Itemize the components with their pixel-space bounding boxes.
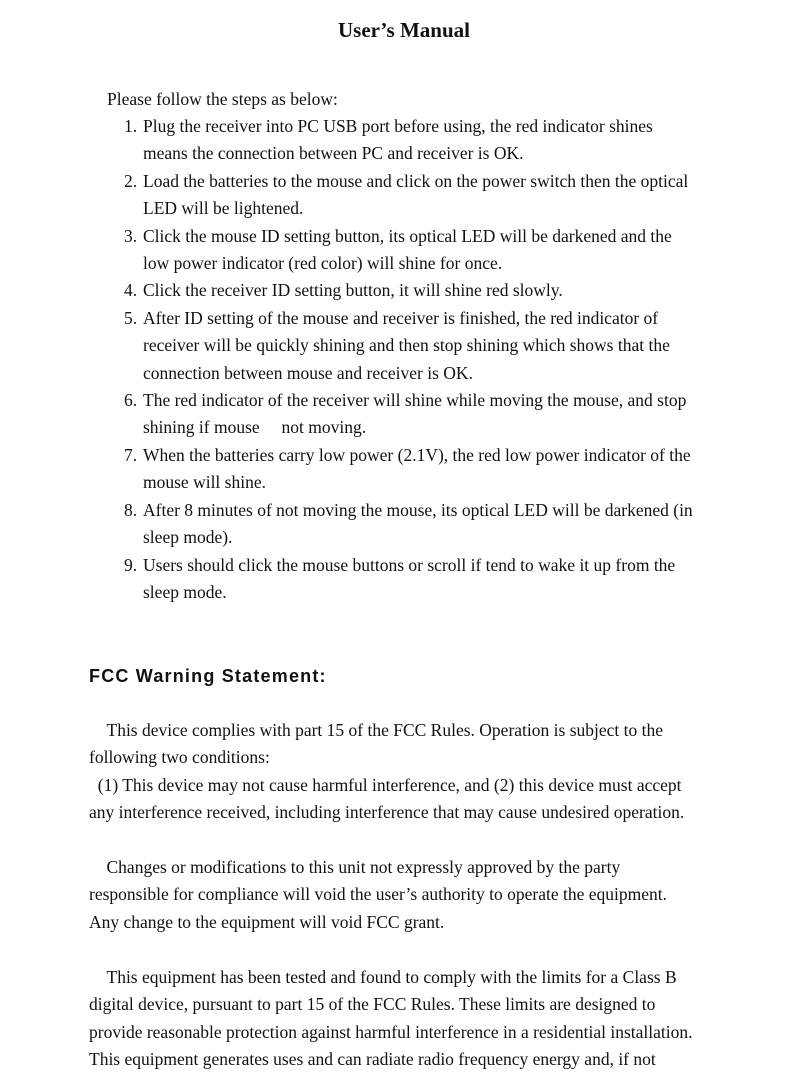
paragraph-line: (1) This device may not cause harmful interference, and (2) this device must accept <box>89 774 682 795</box>
step-line: After 8 minutes of not moving the mouse, its optical LED will be darkened (in <box>143 499 693 520</box>
fcc-warning-heading: FCC Warning Statement: <box>89 666 327 686</box>
step-number: 8. <box>124 499 138 520</box>
step-line: Click the mouse ID setting button, its optical LED will be darkened and the <box>143 225 672 246</box>
step-line: receiver will be quickly shining and then stop shining which shows that the <box>143 335 670 356</box>
steps-list <box>0 113 743 606</box>
step-line: Plug the receiver into PC USB port before using, the red indicator shines <box>143 116 653 136</box>
step-item <box>0 552 743 607</box>
step-number: 1. <box>124 116 138 136</box>
fcc-paragraph-class-b <box>89 964 729 1074</box>
step-line: sleep mode). <box>143 527 233 548</box>
paragraph-line: digital device, pursuant to part 15 of the FCC Rules. These limits are designed to <box>89 994 656 1015</box>
step-line: Load the batteries to the mouse and click on the power switch then the optical <box>143 170 689 191</box>
step-line: When the batteries carry low power (2.1V), the red low power indicator of the <box>143 444 691 465</box>
step-line: shining if mouse not moving. <box>143 417 367 438</box>
step-number: 6. <box>124 390 138 411</box>
step-number: 2. <box>124 170 138 191</box>
step-line: After ID setting of the mouse and receiver is finished, the red indicator of <box>143 307 659 328</box>
step-item <box>0 168 743 223</box>
fcc-paragraph-modifications <box>89 854 729 936</box>
step-line: Click the receiver ID setting button, it will shine red slowly. <box>143 280 563 301</box>
step-item <box>0 223 743 278</box>
step-line: low power indicator (red color) will shine for once. <box>143 253 503 274</box>
step-item <box>0 387 743 442</box>
step-item <box>0 113 743 168</box>
paragraph-line: any interference received, including interference that may cause undesired operation. <box>89 802 685 823</box>
step-item <box>0 305 743 387</box>
step-number: 3. <box>124 225 138 246</box>
paragraph-line: This device complies with part 15 of the FCC Rules. Operation is subject to the <box>89 720 664 740</box>
step-line: The red indicator of the receiver will shine while moving the mouse, and stop <box>143 390 687 411</box>
step-number: 5. <box>124 307 138 328</box>
step-line: Users should click the mouse buttons or scroll if tend to wake it up from the <box>143 554 676 575</box>
step-number: 9. <box>124 554 138 575</box>
step-item <box>0 497 743 552</box>
paragraph-line: Any change to the equipment will void FCC grant. <box>89 911 445 932</box>
step-line: LED will be lightened. <box>143 198 304 219</box>
intro-text: Please follow the steps as below: <box>107 89 338 109</box>
paragraph-line: This equipment has been tested and found to comply with the limits for a Class B <box>89 967 677 987</box>
step-line: mouse will shine. <box>143 472 266 493</box>
paragraph-line: responsible for compliance will void the user’s authority to operate the equipment. <box>89 884 667 905</box>
paragraph-line: Changes or modifications to this unit not expressly approved by the party <box>89 857 621 877</box>
step-item <box>0 442 743 497</box>
paragraph-line: provide reasonable protection against harmful interference in a residential installation. <box>89 1021 693 1042</box>
step-number: 7. <box>124 444 138 465</box>
paragraph-line: This equipment generates uses and can radiate radio frequency energy and, if not <box>89 1049 656 1070</box>
fcc-paragraph-compliance <box>89 717 729 827</box>
step-line: means the connection between PC and receiver is OK. <box>143 143 524 164</box>
step-line: sleep mode. <box>143 581 227 602</box>
step-line: connection between mouse and receiver is OK. <box>143 362 473 383</box>
page-title: User’s Manual <box>337 18 470 42</box>
paragraph-line: following two conditions: <box>89 747 270 768</box>
step-number: 4. <box>124 280 138 301</box>
step-item <box>0 277 743 304</box>
